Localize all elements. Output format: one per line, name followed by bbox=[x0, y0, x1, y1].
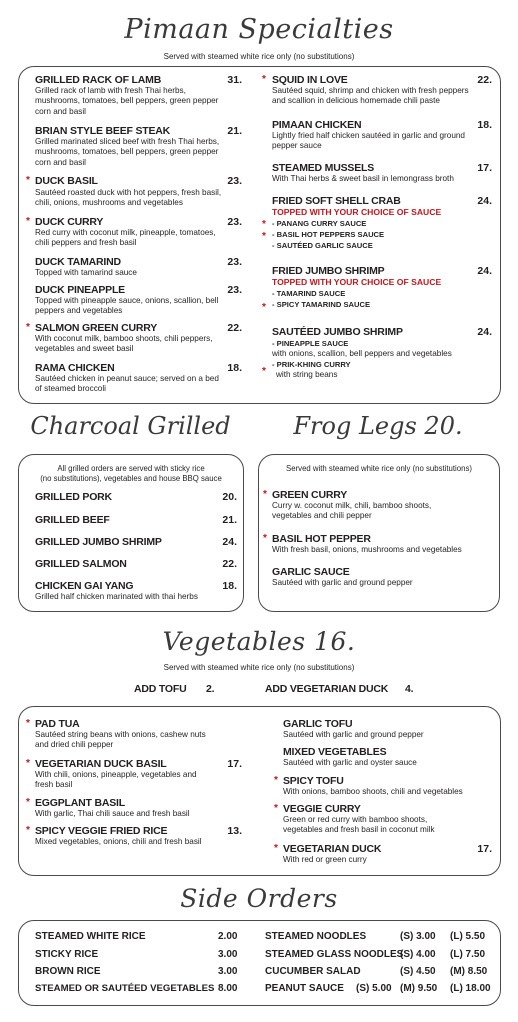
item-name: FRIED SOFT SHELL CRAB bbox=[272, 195, 401, 207]
side-price-large: (L) 5.50 bbox=[450, 931, 486, 942]
spicy-star-icon: * bbox=[26, 216, 30, 227]
item-desc: and dried chili pepper bbox=[35, 740, 114, 750]
item-price: 23. bbox=[227, 256, 242, 268]
vegetables-subtitle: Served with steamed white rice only (no substitutions) bbox=[163, 663, 355, 672]
menu-item-name: CHICKEN GAI YANG bbox=[35, 580, 134, 592]
side-price-medium: (M) 9.50 bbox=[400, 983, 438, 994]
item-price: 24. bbox=[477, 326, 492, 338]
item-desc: peppers and vegetables bbox=[35, 306, 123, 316]
note-line: (no substitutions), vegetables and house BBQ sauce bbox=[40, 474, 222, 484]
item-desc: Sautéed with garlic and ground pepper bbox=[283, 730, 424, 739]
item-name: DUCK BASIL bbox=[35, 175, 98, 187]
item-desc: Sautéed string beans with onions, cashew nuts bbox=[35, 730, 206, 739]
item-desc: With onions, bamboo shoots, chili and vegetables bbox=[283, 787, 463, 796]
item-price: 17. bbox=[477, 162, 492, 174]
item-desc: Lightly fried half chicken sautéed in garlic and ground bbox=[272, 131, 465, 140]
sauce-option: - BASIL HOT PEPPERS SAUCE bbox=[272, 230, 385, 239]
item-desc: of steamed broccoli bbox=[35, 384, 106, 394]
item-name: DUCK CURRY bbox=[35, 216, 104, 228]
item-name: GREEN CURRY bbox=[272, 489, 348, 501]
side-item-name: CUCUMBER SALAD bbox=[265, 966, 361, 977]
item-desc: chili peppers and fresh basil bbox=[35, 238, 137, 248]
spicy-star-icon: * bbox=[26, 175, 30, 186]
sauce-option: - PANANG CURRY SAUCE bbox=[272, 219, 367, 228]
item-name: PIMAAN CHICKEN bbox=[272, 119, 362, 131]
spicy-star-icon: * bbox=[262, 219, 266, 230]
note-line: All grilled orders are served with sticky rice bbox=[57, 464, 205, 473]
item-desc: Sautéed with garlic and oyster sauce bbox=[283, 758, 417, 767]
side-item-name: BROWN RICE bbox=[35, 966, 101, 977]
item-name: PAD TUA bbox=[35, 718, 80, 730]
menu-item bbox=[283, 775, 493, 797]
item-price: 23. bbox=[227, 284, 242, 296]
item-name: GARLIC SAUCE bbox=[272, 566, 350, 578]
item-name: VEGETARIAN DUCK BASIL bbox=[35, 758, 167, 770]
item-price: 18. bbox=[222, 580, 237, 592]
sides-title: Side Orders bbox=[180, 884, 338, 913]
add-duck-label: ADD VEGETARIAN DUCK bbox=[265, 683, 389, 695]
spicy-star-icon: * bbox=[274, 843, 278, 854]
item-price: 23. bbox=[227, 175, 242, 187]
item-desc: With garlic, Thai chili sauce and fresh basil bbox=[35, 809, 190, 818]
item-desc: vegetables and sweet basil bbox=[35, 344, 134, 354]
item-name: BASIL HOT PEPPER bbox=[272, 533, 371, 545]
item-desc: and scallion in delicious homemade chili paste bbox=[272, 96, 440, 106]
side-item-name: PEANUT SAUCE bbox=[265, 983, 344, 994]
side-item-name: STEAMED OR SAUTÉED VEGETABLES bbox=[35, 983, 215, 994]
item-desc: Mixed vegetables, onions, chili and fresh basil bbox=[35, 837, 202, 846]
item-desc: With fresh basil, onions, mushrooms and vegetables bbox=[272, 545, 462, 554]
spicy-star-icon: * bbox=[26, 825, 30, 836]
item-name: GARLIC TOFU bbox=[283, 718, 353, 730]
side-price-small: (S) 4.00 bbox=[400, 949, 436, 960]
item-price: 22. bbox=[477, 74, 492, 86]
sauce-option: - SPICY TAMARIND SAUCE bbox=[272, 300, 371, 309]
item-name: DUCK PINEAPPLE bbox=[35, 284, 125, 296]
item-desc: Sautéed squid, shrimp and chicken with fresh peppers bbox=[272, 86, 469, 95]
item-price: 24. bbox=[477, 265, 492, 277]
item-desc: with string beans bbox=[276, 370, 338, 380]
item-desc: fresh basil bbox=[35, 780, 73, 790]
spicy-star-icon: * bbox=[263, 533, 267, 544]
spicy-star-icon: * bbox=[262, 302, 266, 313]
add-tofu-label: ADD TOFU bbox=[134, 683, 187, 695]
side-price-medium: (M) 8.50 bbox=[450, 966, 488, 977]
item-name: SPICY VEGGIE FRIED RICE bbox=[35, 825, 168, 837]
spicy-star-icon: * bbox=[262, 366, 266, 377]
item-desc: Grilled marinated sliced beef with fresh Thai herbs, bbox=[35, 137, 220, 146]
item-name: SAUTÉED JUMBO SHRIMP bbox=[272, 326, 403, 338]
spicy-star-icon: * bbox=[26, 758, 30, 769]
side-item-name: STEAMED WHITE RICE bbox=[35, 931, 146, 942]
item-desc: With coconut milk, bamboo shoots, chili peppers, bbox=[35, 334, 213, 343]
spicy-star-icon: * bbox=[274, 775, 278, 786]
menu-item-name: GRILLED PORK bbox=[35, 491, 112, 503]
item-name: BRIAN STYLE BEEF STEAK bbox=[35, 125, 171, 137]
item-name: DUCK TAMARIND bbox=[35, 256, 121, 268]
item-desc: With Thai herbs & sweet basil in lemongrass broth bbox=[272, 174, 454, 183]
item-price: 24. bbox=[222, 536, 237, 548]
menu-item bbox=[283, 746, 493, 768]
item-price: 17. bbox=[477, 843, 492, 855]
item-name: STEAMED MUSSELS bbox=[272, 162, 375, 174]
side-item-price: 2.00 bbox=[218, 931, 238, 942]
sauce-choice-note: TOPPED WITH YOUR CHOICE OF SAUCE bbox=[272, 207, 442, 217]
item-price: 21. bbox=[222, 514, 237, 526]
item-name: EGGPLANT BASIL bbox=[35, 797, 125, 809]
item-desc: vegetables and chili pepper bbox=[272, 511, 372, 521]
side-item-price: 3.00 bbox=[218, 949, 238, 960]
menu-item bbox=[283, 803, 493, 836]
menu-item bbox=[272, 566, 497, 588]
menu-item bbox=[35, 797, 240, 819]
item-name: SQUID IN LOVE bbox=[272, 74, 348, 86]
item-desc: mushrooms, tomatoes, bell peppers, green pepper bbox=[35, 96, 219, 106]
item-price: 17. bbox=[227, 758, 242, 770]
frog-note: Served with steamed white rice only (no substitutions) bbox=[286, 464, 472, 473]
menu-item-name: GRILLED JUMBO SHRIMP bbox=[35, 536, 162, 548]
menu-item bbox=[283, 718, 493, 740]
item-desc: Sautéed roasted duck with hot peppers, fresh basil, bbox=[35, 188, 222, 197]
item-name: RAMA CHICKEN bbox=[35, 362, 115, 374]
item-price: 13. bbox=[227, 825, 242, 837]
item-desc: Topped with tamarind sauce bbox=[35, 268, 137, 277]
item-price: 18. bbox=[477, 119, 492, 131]
item-name: MIXED VEGETABLES bbox=[283, 746, 387, 758]
item-desc: With chili, onions, pineapple, vegetables and bbox=[35, 770, 197, 779]
side-price-small: (S) 4.50 bbox=[400, 966, 436, 977]
item-desc: with onions, scallion, bell peppers and vegetables bbox=[272, 349, 452, 358]
item-name: FRIED JUMBO SHRIMP bbox=[272, 265, 385, 277]
sauce-option: - PINEAPPLE SAUCE bbox=[272, 339, 349, 348]
item-desc: corn and basil bbox=[35, 106, 86, 116]
specialties-title: Pimaan Specialties bbox=[124, 14, 394, 45]
menu-item bbox=[35, 718, 240, 751]
sauce-choice-note: TOPPED WITH YOUR CHOICE OF SAUCE bbox=[272, 277, 442, 287]
charcoal-title: Charcoal Grilled bbox=[30, 412, 231, 440]
item-desc: Topped with pineapple sauce, onions, scallion, bell bbox=[35, 296, 219, 305]
spicy-star-icon: * bbox=[274, 803, 278, 814]
side-item-price: 8.00 bbox=[218, 983, 238, 994]
frog-title: Frog Legs 20. bbox=[293, 412, 463, 440]
side-item-name: STEAMED NOODLES bbox=[265, 931, 367, 942]
sauce-option: - TAMARIND SAUCE bbox=[272, 289, 346, 298]
sauce-option: - PRIK-KHING CURRY bbox=[272, 360, 351, 370]
side-price-small: (S) 3.00 bbox=[400, 931, 436, 942]
item-desc: Green or red curry with bamboo shoots, bbox=[283, 815, 428, 824]
item-name: SALMON GREEN CURRY bbox=[35, 322, 158, 334]
item-desc: pepper sauce bbox=[272, 141, 322, 151]
vegetables-title: Vegetables 16. bbox=[162, 627, 356, 656]
menu-item-name: GRILLED BEEF bbox=[35, 514, 110, 526]
spicy-star-icon: * bbox=[262, 74, 266, 85]
add-duck-price: 4. bbox=[405, 683, 414, 695]
side-item-name: STEAMED GLASS NOODLES bbox=[265, 949, 404, 960]
add-tofu-price: 2. bbox=[206, 683, 215, 695]
item-desc: Sautéed chicken in peanut sauce; served on a bed bbox=[35, 374, 219, 383]
item-price: 24. bbox=[477, 195, 492, 207]
menu-item-name: GRILLED SALMON bbox=[35, 558, 127, 570]
side-price-large: (L) 7.50 bbox=[450, 949, 486, 960]
item-price: 22. bbox=[222, 558, 237, 570]
item-price: 31. bbox=[227, 74, 242, 86]
spicy-star-icon: * bbox=[26, 322, 30, 333]
item-price: 18. bbox=[227, 362, 242, 374]
sauce-option: - SAUTÉED GARLIC SAUCE bbox=[272, 241, 373, 250]
specialties-subtitle: Served with steamed white rice only (no substitutions) bbox=[163, 52, 355, 61]
item-desc: With red or green curry bbox=[283, 855, 367, 864]
item-price: 22. bbox=[227, 322, 242, 334]
item-desc: Grilled half chicken marinated with thai herbs bbox=[35, 592, 198, 601]
spicy-star-icon: * bbox=[26, 797, 30, 808]
item-name: SPICY TOFU bbox=[283, 775, 344, 787]
side-item-price: 3.00 bbox=[218, 966, 238, 977]
menu-item bbox=[272, 533, 497, 555]
item-desc: Red curry with coconut milk, pineapple, tomatoes, bbox=[35, 228, 216, 237]
item-desc: chili, onions, mushrooms and vegetables bbox=[35, 198, 183, 208]
item-name: VEGETARIAN DUCK bbox=[283, 843, 382, 855]
item-name: GRILLED RACK OF LAMB bbox=[35, 74, 162, 86]
side-price-large: (L) 18.00 bbox=[450, 983, 491, 994]
item-desc: Sautéed with garlic and ground pepper bbox=[272, 578, 413, 587]
spicy-star-icon: * bbox=[262, 231, 266, 242]
item-desc: corn and basil bbox=[35, 157, 86, 167]
menu-item bbox=[272, 489, 497, 522]
item-desc: vegetables and fresh basil in coconut milk bbox=[283, 825, 435, 835]
spicy-star-icon: * bbox=[26, 718, 30, 729]
item-desc: Grilled rack of lamb with fresh Thai herbs, bbox=[35, 86, 186, 95]
charcoal-note bbox=[22, 464, 240, 485]
item-price: 23. bbox=[227, 216, 242, 228]
item-price: 21. bbox=[227, 125, 242, 137]
spicy-star-icon: * bbox=[263, 489, 267, 500]
side-price-small: (S) 5.00 bbox=[356, 983, 392, 994]
item-desc: mushrooms, tomatoes, bell peppers, green pepper bbox=[35, 147, 219, 157]
item-price: 20. bbox=[222, 491, 237, 503]
side-item-name: STICKY RICE bbox=[35, 949, 99, 960]
item-desc: Curry w. coconut milk, chili, bamboo shoots, bbox=[272, 501, 432, 510]
item-name: VEGGIE CURRY bbox=[283, 803, 361, 815]
